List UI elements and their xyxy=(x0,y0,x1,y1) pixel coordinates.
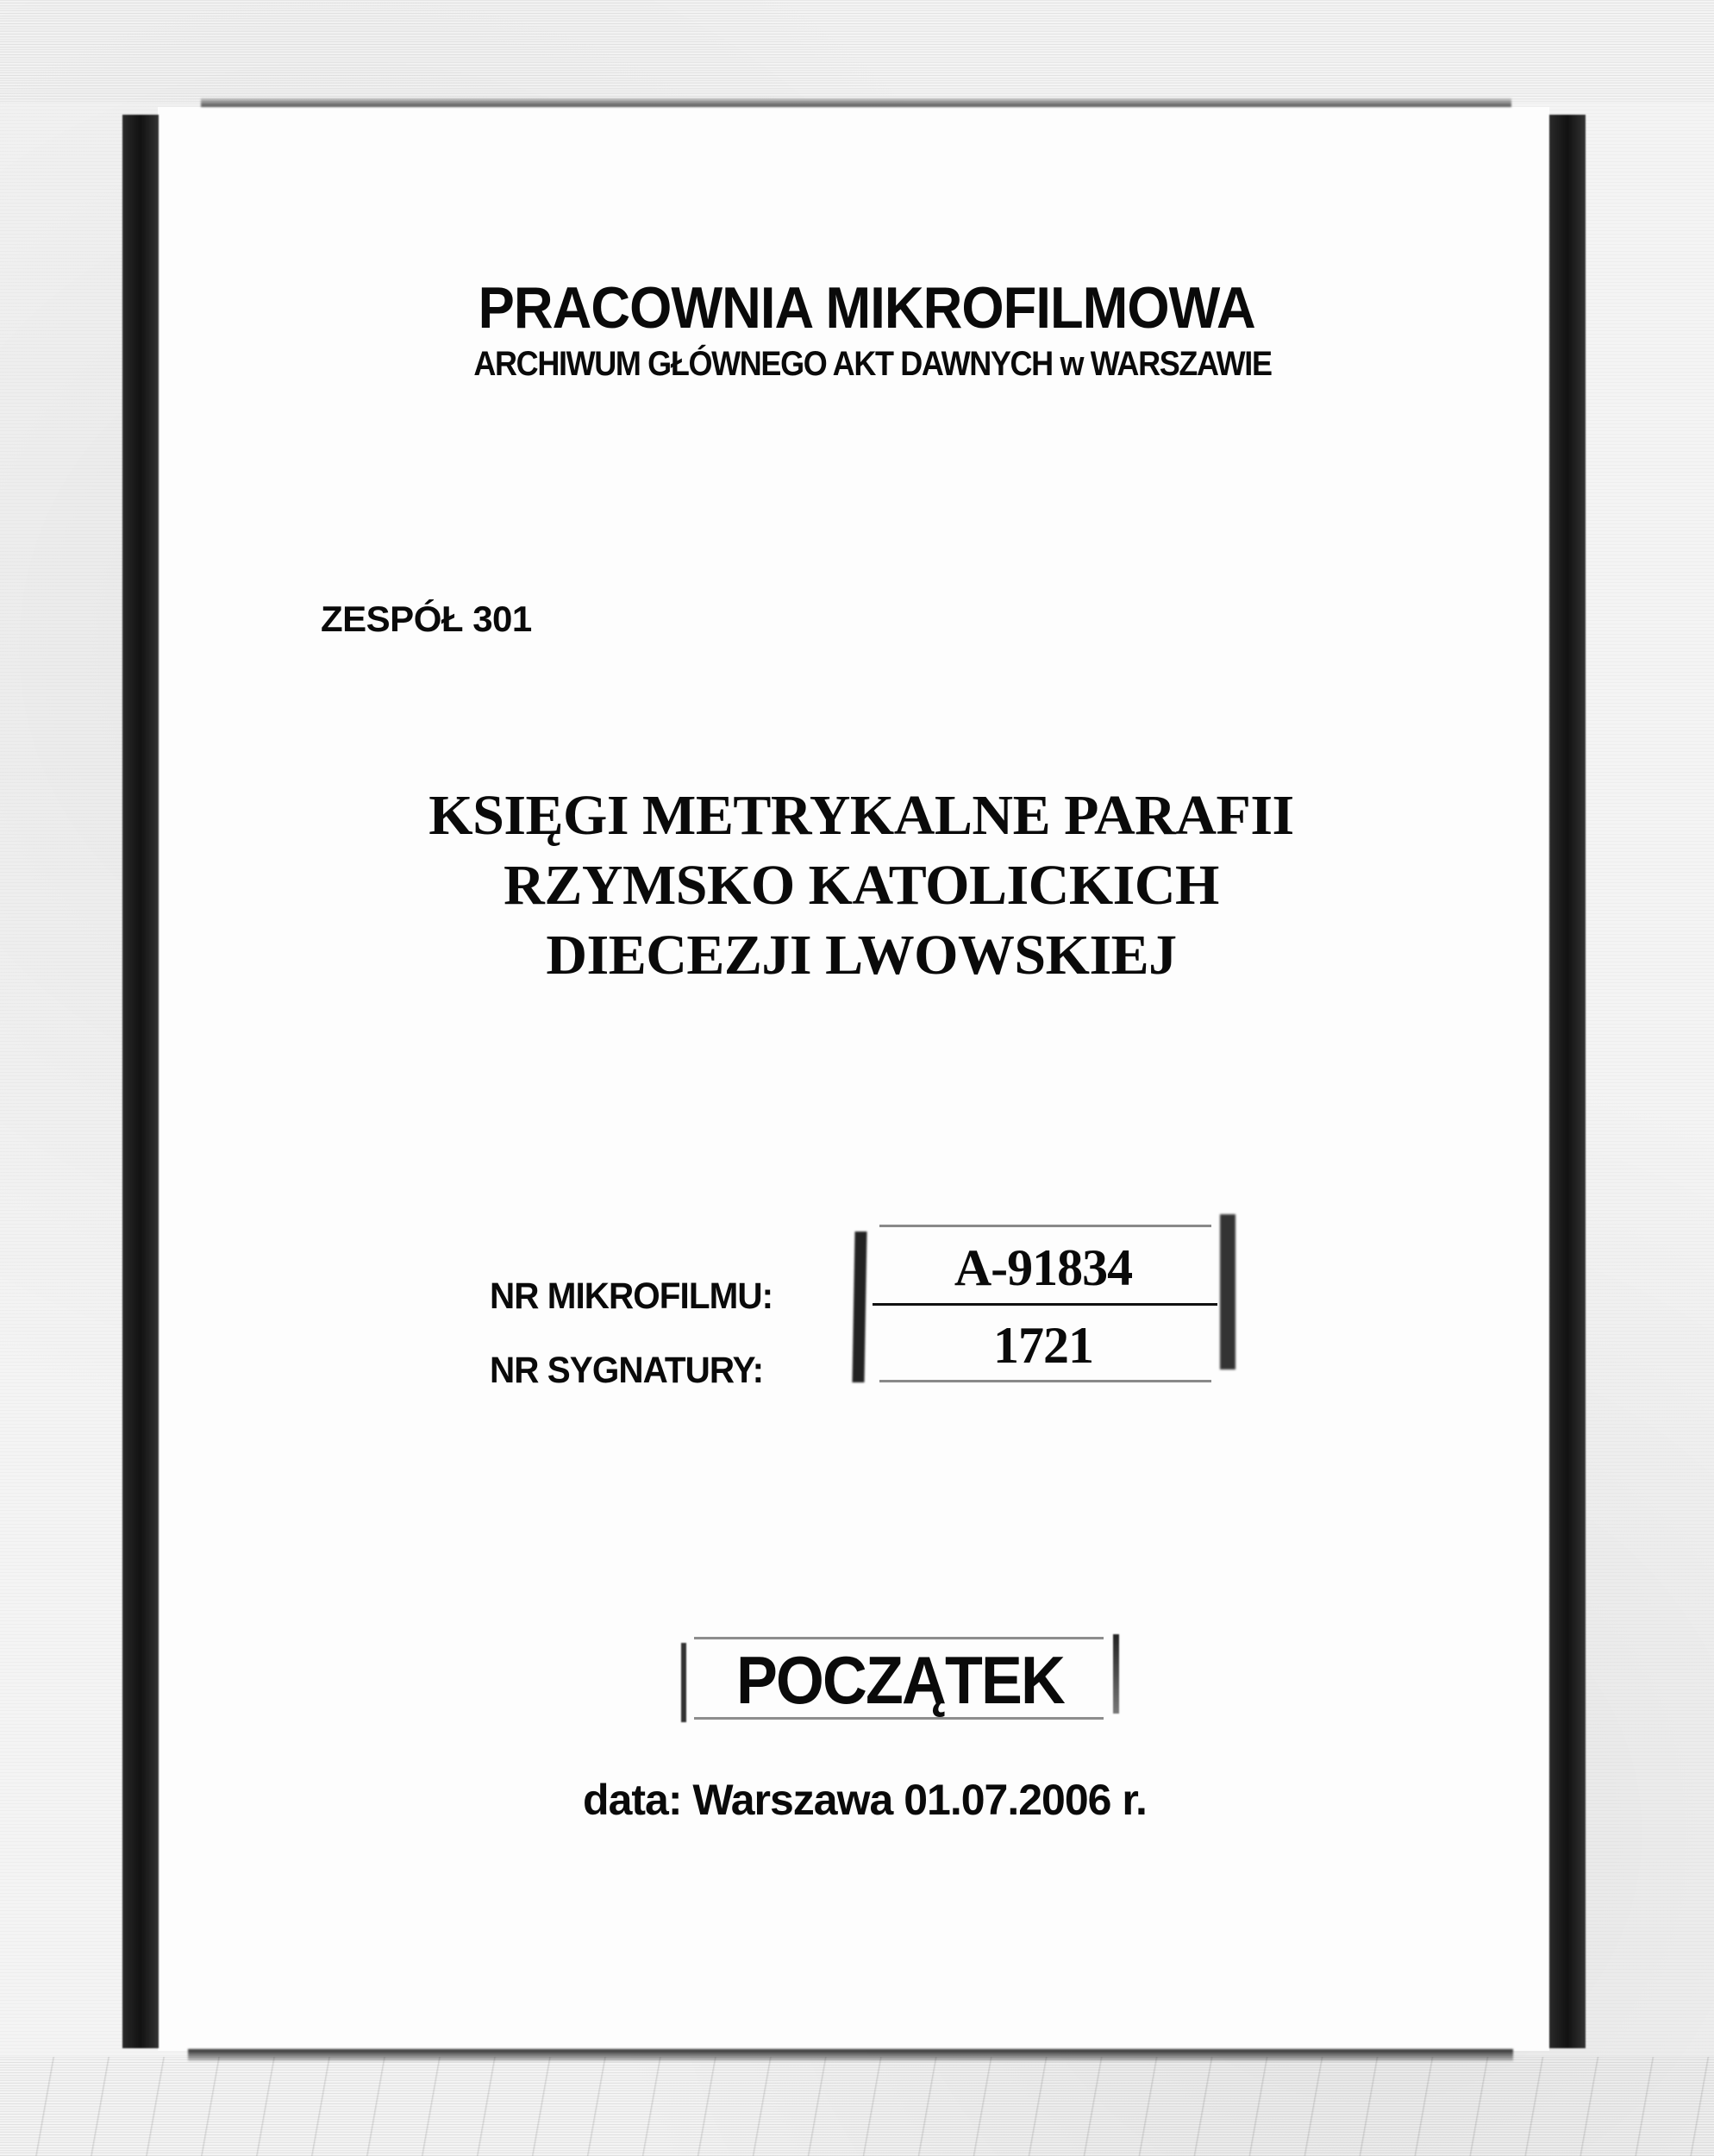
microfilm-number-label: NR MIKROFILMU: xyxy=(490,1275,773,1317)
box-divider xyxy=(873,1303,1217,1306)
sheet-top-edge xyxy=(201,98,1511,107)
box-bottom-line xyxy=(879,1380,1211,1382)
marker-left-bracket xyxy=(681,1643,686,1722)
signature-number-value: 1721 xyxy=(993,1317,1093,1374)
institution-title: PRACOWNIA MIKROFILMOWA xyxy=(478,275,1255,341)
microfilm-number-value: A-91834 xyxy=(954,1239,1133,1296)
collection-title-line: RZYMSKO KATOLICKICH xyxy=(504,854,1219,917)
institution-subtitle: ARCHIWUM GŁÓWNEGO AKT DAWNYCH w WARSZAWIE xyxy=(473,345,1272,383)
date-line: data: Warszawa 01.07.2006 r. xyxy=(583,1776,1147,1824)
start-marker-label: POCZĄTEK xyxy=(736,1642,1064,1718)
identifier-box xyxy=(862,1214,1233,1378)
marker-top-line xyxy=(694,1637,1104,1639)
start-marker-box xyxy=(681,1634,1119,1720)
scan-noise-top xyxy=(0,0,1714,102)
film-border-right xyxy=(1549,115,1586,2048)
sheet-bottom-edge xyxy=(188,2049,1513,2061)
film-border-left xyxy=(122,115,159,2048)
scan-noise-bottom xyxy=(0,2057,1714,2156)
identifier-labels xyxy=(490,1259,773,1407)
box-top-line xyxy=(879,1225,1211,1227)
signature-number-label: NR SYGNATURY: xyxy=(490,1350,764,1391)
document-sheet xyxy=(158,107,1549,2051)
collection-title-line: KSIĘGI METRYKALNE PARAFII xyxy=(428,784,1294,847)
collection-title-line: DIECEZJI LWOWSKIEJ xyxy=(546,924,1177,987)
marker-right-bracket xyxy=(1113,1634,1119,1714)
fonds-number: ZESPÓŁ 301 xyxy=(321,599,532,639)
collection-title xyxy=(0,780,1714,990)
